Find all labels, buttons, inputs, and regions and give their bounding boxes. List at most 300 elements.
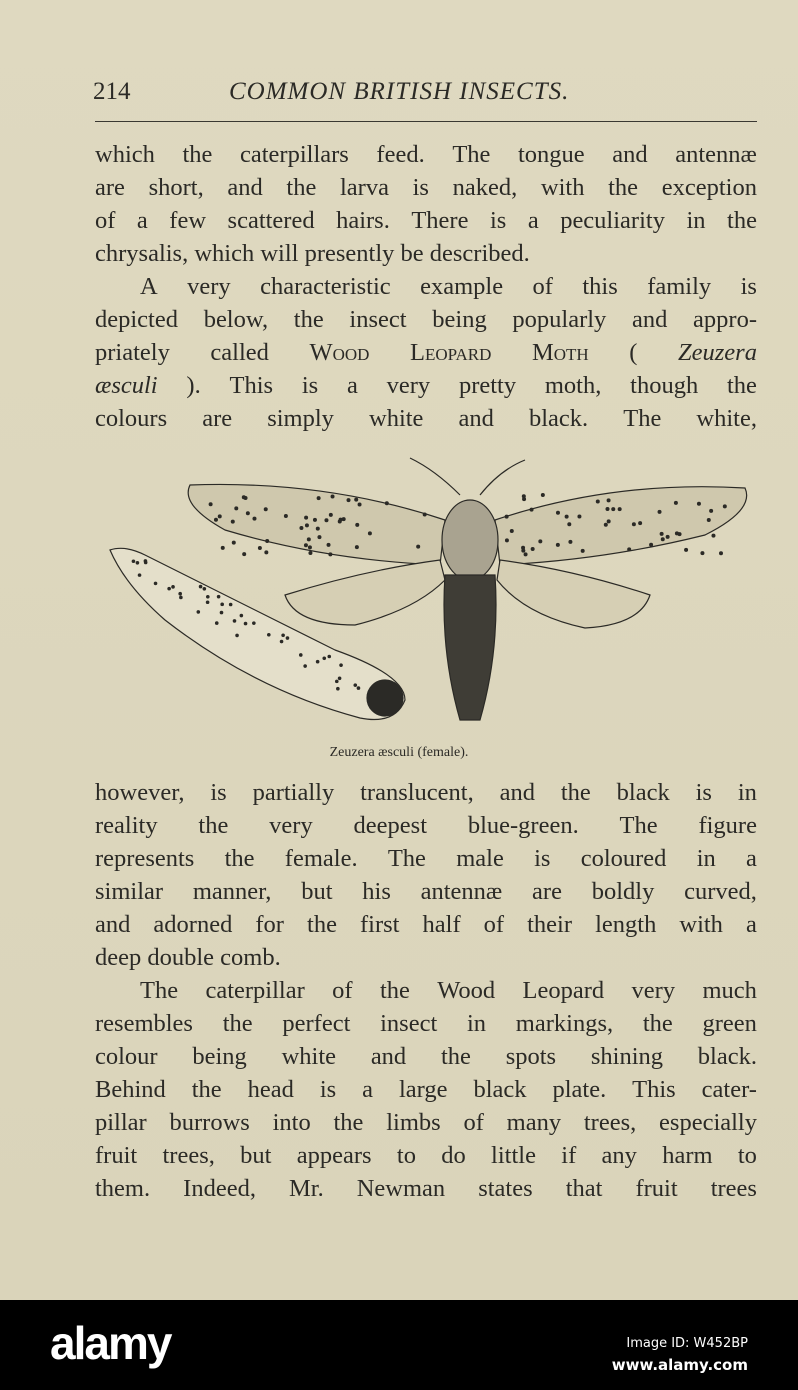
wing-spot <box>684 548 688 552</box>
word: very <box>187 273 231 300</box>
moth-and-caterpillar-illustration <box>105 450 755 730</box>
caterpillar-spot <box>280 640 284 644</box>
word: being <box>432 306 487 333</box>
word: popularly <box>512 306 607 333</box>
wing-spot <box>308 545 312 549</box>
site-url: www.alamy.com <box>611 1356 748 1374</box>
wing-spot <box>354 498 358 502</box>
word: to <box>396 1142 416 1169</box>
wing-spot <box>209 502 213 506</box>
word: if <box>561 1142 577 1169</box>
caterpillar-spot <box>303 664 307 668</box>
wing-spot <box>627 547 631 551</box>
word: Leopard <box>522 977 605 1004</box>
text-line <box>95 842 757 875</box>
wing-spot <box>661 537 665 541</box>
wing-spot <box>308 551 312 555</box>
word: very <box>631 977 676 1004</box>
wing-spot <box>658 510 662 514</box>
word: the <box>608 174 639 201</box>
word: with <box>679 911 723 938</box>
word: head <box>247 1076 294 1103</box>
word: a <box>346 372 358 399</box>
word: with <box>540 174 585 201</box>
text-line <box>95 974 757 1007</box>
wing-spot <box>607 519 611 523</box>
wing-spot <box>567 522 571 526</box>
word: example <box>420 273 504 300</box>
wing-spot <box>660 532 664 536</box>
page-number: 214 <box>93 78 131 105</box>
word: in <box>737 779 757 806</box>
text-line <box>95 270 757 303</box>
word: Moth <box>531 339 589 366</box>
word: a <box>136 207 148 234</box>
word: simply <box>267 405 334 432</box>
text-line <box>95 1106 757 1139</box>
text-segment: chrysalis, which will presently be described. <box>95 240 530 267</box>
word: the <box>440 1043 471 1070</box>
word: called <box>210 339 269 366</box>
text-line <box>95 336 757 369</box>
word: a <box>745 911 757 938</box>
running-title: COMMON BRITISH INSECTS. <box>229 78 570 105</box>
word: feed. <box>376 141 425 168</box>
word: first <box>360 911 400 938</box>
wing-spot <box>723 504 727 508</box>
word: Zeuzera <box>678 339 757 366</box>
caterpillar-spot <box>171 585 175 589</box>
word: of <box>463 1109 484 1136</box>
caterpillar-spot <box>357 686 361 690</box>
caterpillar-spot <box>252 621 256 625</box>
word: being <box>192 1043 247 1070</box>
word: Mr. <box>288 1175 324 1202</box>
wing-spot <box>264 550 268 554</box>
wing-spot <box>329 513 333 517</box>
wing-spot <box>522 497 526 501</box>
word: A <box>140 273 158 300</box>
word: The <box>452 141 491 168</box>
wing-spot <box>607 498 611 502</box>
word: shining <box>590 1043 664 1070</box>
caterpillar-spot <box>281 633 285 637</box>
word: the <box>286 174 317 201</box>
wing-spot <box>524 552 528 556</box>
word: is <box>489 207 507 234</box>
word: The <box>623 405 662 432</box>
wing-spot <box>719 551 723 555</box>
word: is <box>740 273 757 300</box>
caterpillar-spot <box>132 559 136 563</box>
wing-spot <box>385 501 389 505</box>
word: and <box>458 405 494 432</box>
word: but <box>240 1142 272 1169</box>
text-block-bottom <box>95 776 757 1205</box>
word: of <box>95 207 116 234</box>
word: them. <box>95 1175 151 1202</box>
word: burrows <box>169 1109 250 1136</box>
word: few <box>169 207 207 234</box>
word: pillar <box>95 1109 147 1136</box>
wing-spot <box>596 500 600 504</box>
word: is <box>301 372 319 399</box>
word: represents <box>95 845 195 872</box>
wing-spot <box>674 501 678 505</box>
word: in <box>696 845 716 872</box>
caterpillar-spot <box>178 592 182 596</box>
word: in <box>686 207 706 234</box>
word: moth, <box>544 372 602 399</box>
word: into <box>272 1109 311 1136</box>
word: harm <box>662 1142 713 1169</box>
caterpillar-spot <box>206 600 210 604</box>
alamy-logo: alamy <box>50 1317 171 1369</box>
wing-spot <box>604 523 608 527</box>
wing-spot <box>611 507 615 511</box>
word: and <box>370 1043 407 1070</box>
wing-spot <box>252 517 256 521</box>
wing-spot <box>305 523 309 527</box>
word: the <box>222 1010 253 1037</box>
word: green <box>702 1010 757 1037</box>
word: his <box>362 878 391 905</box>
text-line <box>95 138 757 171</box>
word: the <box>727 207 757 234</box>
word: Indeed, <box>183 1175 256 1202</box>
wing-spot <box>531 547 535 551</box>
word: plate. <box>552 1076 607 1103</box>
header-rule <box>95 121 757 122</box>
wing-spot <box>242 552 246 556</box>
word: antennæ <box>675 141 757 168</box>
wing-spot <box>675 531 679 535</box>
wing-spot <box>242 495 246 499</box>
word: the <box>307 911 337 938</box>
word: insect <box>380 1010 438 1037</box>
word: æsculi <box>95 372 158 399</box>
word: though <box>630 372 699 399</box>
word: very <box>269 812 313 839</box>
word: black <box>616 779 670 806</box>
word: half <box>422 911 461 938</box>
caterpillar-spot <box>136 561 140 565</box>
word: manner, <box>192 878 272 905</box>
caterpillar-spot <box>235 634 239 638</box>
wing-spot <box>304 516 308 520</box>
caterpillar-spot <box>138 573 142 577</box>
text-line <box>95 402 757 435</box>
caterpillar-spot <box>322 656 326 660</box>
wing-spot <box>214 518 218 522</box>
word: naked, <box>452 174 518 201</box>
wing-spot <box>264 507 268 511</box>
word: partially <box>252 779 335 806</box>
wing-spot <box>317 496 321 500</box>
figure-caption: Zeuzera æsculi (female). <box>329 745 469 760</box>
word: and <box>499 779 535 806</box>
word: resembles <box>95 1010 193 1037</box>
text-segment: deep double comb. <box>95 944 281 971</box>
word: boldly <box>591 878 655 905</box>
wing-spot <box>606 507 610 511</box>
text-line <box>95 941 757 974</box>
word: which <box>95 141 155 168</box>
word: below, <box>203 306 269 333</box>
word: a <box>362 1076 373 1103</box>
wing-spot <box>521 549 525 553</box>
word: the <box>191 1076 222 1103</box>
word: This <box>632 1076 676 1103</box>
word: caterpillars <box>240 141 349 168</box>
wing-spot <box>328 552 332 556</box>
word: short, <box>148 174 204 201</box>
wing-spot <box>416 545 420 549</box>
word: however, <box>95 779 185 806</box>
wing-spot <box>711 534 715 538</box>
word: hairs. <box>336 207 390 234</box>
word: ). <box>186 372 201 399</box>
wing-spot <box>505 515 509 519</box>
word: curved, <box>684 878 757 905</box>
wing-spot <box>355 523 359 527</box>
word: any <box>601 1142 637 1169</box>
word: the <box>293 306 324 333</box>
word: a <box>746 845 757 872</box>
word: perfect <box>282 1010 351 1037</box>
wing-spot <box>331 494 335 498</box>
word: reality <box>95 812 158 839</box>
word: are <box>95 174 125 201</box>
word: markings, <box>515 1010 614 1037</box>
wing-spot <box>556 511 560 515</box>
word: many <box>506 1109 562 1136</box>
wing-spot <box>234 506 238 510</box>
text-line <box>95 1007 757 1040</box>
wing-spot <box>632 522 636 526</box>
word: This <box>229 372 274 399</box>
word: priately <box>95 339 170 366</box>
caterpillar-spot <box>220 611 224 615</box>
word: female. <box>284 845 358 872</box>
word: appro- <box>693 306 757 333</box>
wing-spot <box>638 521 642 525</box>
word: The <box>619 812 658 839</box>
caterpillar-spot <box>206 595 210 599</box>
caterpillar-spot <box>199 585 203 589</box>
word: to <box>737 1142 757 1169</box>
text-line <box>95 237 757 270</box>
word: Leopard <box>409 339 492 366</box>
wing-spot <box>358 502 362 506</box>
word: insect <box>349 306 407 333</box>
caterpillar-spot <box>286 636 290 640</box>
wing-spot <box>347 498 351 502</box>
word: are <box>202 405 233 432</box>
caterpillar-spot <box>316 660 320 664</box>
word: fruit <box>95 1142 138 1169</box>
running-header <box>93 76 757 110</box>
word: white, <box>696 405 757 432</box>
caterpillar-spot <box>327 655 331 659</box>
wing-spot <box>342 517 346 521</box>
word: The <box>140 977 179 1004</box>
text-line <box>95 1172 757 1205</box>
caterpillar-spot <box>197 610 201 614</box>
word: and <box>612 141 648 168</box>
word: depicted <box>95 306 178 333</box>
word: larva <box>339 174 389 201</box>
word: the <box>379 977 410 1004</box>
word: in <box>467 1010 487 1037</box>
wing-spot <box>232 541 236 545</box>
word: coloured <box>580 845 667 872</box>
word: white <box>369 405 424 432</box>
word: is <box>319 1076 337 1103</box>
word: and <box>95 911 131 938</box>
text-line <box>95 369 757 402</box>
wing-spot <box>313 518 317 522</box>
wing-spot <box>327 543 331 547</box>
word: of <box>532 273 553 300</box>
word: the <box>560 779 591 806</box>
word: the <box>333 1109 364 1136</box>
word: are <box>532 878 562 905</box>
caterpillar-spot <box>217 595 221 599</box>
caterpillar-spot <box>267 633 271 637</box>
wing-spot <box>538 539 542 543</box>
caterpillar-spot <box>240 614 244 618</box>
wing-spot <box>618 507 622 511</box>
word: length <box>595 911 657 938</box>
image-id: Image ID: W452BP <box>626 1336 748 1351</box>
word: much <box>702 977 757 1004</box>
caterpillar-spot <box>154 582 158 586</box>
caterpillar-spot <box>335 680 339 684</box>
word: There <box>411 207 469 234</box>
word: but <box>301 878 333 905</box>
word: is <box>695 779 712 806</box>
word: large <box>398 1076 448 1103</box>
word: figure <box>698 812 757 839</box>
text-line <box>95 171 757 204</box>
caterpillar-spot <box>144 561 148 565</box>
word: the <box>727 372 757 399</box>
word: antennæ <box>420 878 503 905</box>
text-line <box>95 809 757 842</box>
word: tongue <box>518 141 585 168</box>
text-line <box>95 908 757 941</box>
text-line <box>95 303 757 336</box>
caterpillar-spot <box>203 587 207 591</box>
wing-spot <box>368 531 372 535</box>
word: especially <box>659 1109 757 1136</box>
text-block-top <box>95 138 757 435</box>
caterpillar-spot <box>233 619 237 623</box>
word: scattered <box>227 207 315 234</box>
caterpillar-spot <box>167 587 171 591</box>
word: is <box>210 779 227 806</box>
caterpillar-spot <box>220 603 224 607</box>
word: and <box>631 306 668 333</box>
word: The <box>387 845 426 872</box>
text-line <box>95 204 757 237</box>
wing-spot <box>565 515 569 519</box>
word: family <box>647 273 712 300</box>
word: characteristic <box>260 273 391 300</box>
word: exception <box>661 174 757 201</box>
wing-spot <box>316 527 320 531</box>
word: black. <box>528 405 589 432</box>
wing-spot <box>265 539 269 543</box>
caterpillar-spot <box>336 687 340 691</box>
wing-spot <box>231 520 235 524</box>
word: very <box>386 372 431 399</box>
wing-spot <box>218 514 222 518</box>
wing-spot <box>581 549 585 553</box>
wing-spot <box>700 551 704 555</box>
word: a <box>527 207 539 234</box>
word: this <box>582 273 618 300</box>
word: male <box>456 845 504 872</box>
wing-spot <box>530 508 534 512</box>
text-line <box>95 776 757 809</box>
wing-spot <box>307 537 311 541</box>
word: fruit <box>635 1175 678 1202</box>
wing-spot <box>304 543 308 547</box>
word: the <box>198 812 229 839</box>
word: pretty <box>458 372 517 399</box>
wing-spot <box>258 546 262 550</box>
wing-spot <box>649 543 653 547</box>
caterpillar-spot <box>338 676 342 680</box>
text-line <box>95 1040 757 1073</box>
word: the <box>182 141 213 168</box>
word: little <box>491 1142 536 1169</box>
word: caterpillar <box>205 977 305 1004</box>
text-line <box>95 875 757 908</box>
word: adorned <box>153 911 233 938</box>
word: blue-green. <box>467 812 579 839</box>
word: of <box>483 911 505 938</box>
wing-spot <box>577 514 581 518</box>
watermark-footer <box>0 1300 798 1390</box>
caterpillar-spot <box>229 603 233 607</box>
word: of <box>332 977 353 1004</box>
wing-spot <box>697 502 701 506</box>
word: limbs <box>386 1109 441 1136</box>
word: black. <box>697 1043 757 1070</box>
text-line <box>95 1139 757 1172</box>
word: their <box>527 911 573 938</box>
wing-spot <box>510 529 514 533</box>
word: spots <box>505 1043 557 1070</box>
wing-spot <box>709 509 713 513</box>
wing-spot <box>505 538 509 542</box>
wing-spot <box>284 514 288 518</box>
word: the <box>642 1010 673 1037</box>
word: Behind <box>95 1076 166 1103</box>
word: trees <box>710 1175 757 1202</box>
word: Newman <box>356 1175 446 1202</box>
text-line <box>95 1073 757 1106</box>
wing-spot <box>221 546 225 550</box>
wing-spot <box>707 518 711 522</box>
caterpillar-spot <box>244 622 248 626</box>
caterpillar-spot <box>215 621 219 625</box>
word: and <box>227 174 263 201</box>
word: for <box>255 911 284 938</box>
